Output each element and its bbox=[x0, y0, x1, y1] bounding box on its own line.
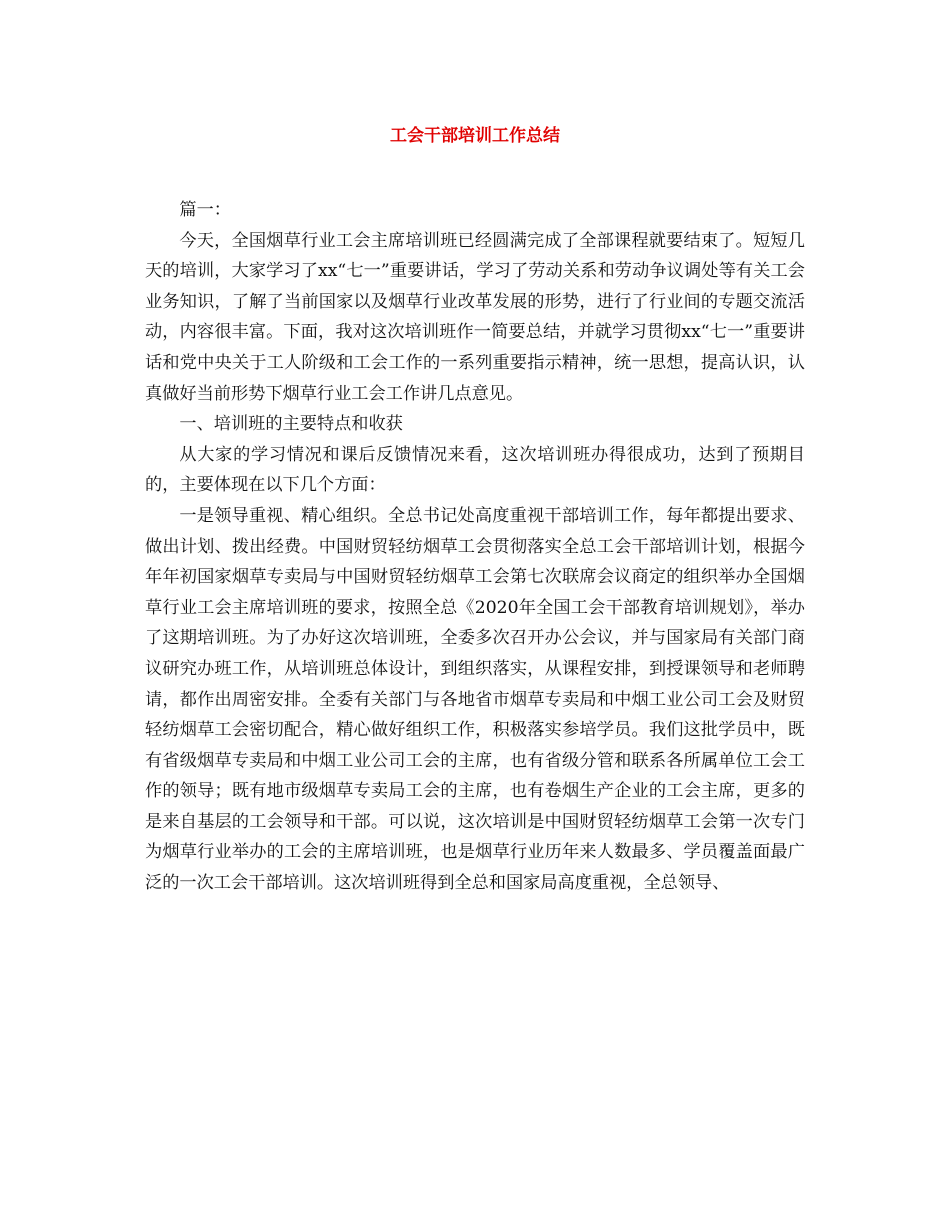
document-title: 工会干部培训工作总结 bbox=[390, 126, 560, 146]
paragraph: 篇一： bbox=[179, 200, 231, 220]
section-heading: 一、培训班的主要特点和收获 bbox=[179, 414, 403, 435]
document-body bbox=[145, 195, 805, 899]
paragraph: 一是领导重视、精心组织。全总书记处高度重视干部培训工作，每年都提出要求、做出计划、拨出经费。中国财贸轻纺烟草工会贯彻落实全总工会干部培训计划，根据今年年初国家烟草专卖局与中国财贸轻纺烟草工会第七次联席会议商定的组织举办全国烟草行业工会主席培训班的要求，按照全总《2020年全国工会干部教育培训规划》，举办了这期培训班。为了办好这次培训班，全委多次召开办公会议，并与国家局有关部门商议研究办班工作，从培训班总体设计，到组织落实，从课程安排，到授课领导和老师聘请，都作出周密安排。全委有关部门与各地省市烟草专卖局和中烟工业公司工会及财贸轻纺烟草工会密切配合，精心做好组织工作，积极落实参培学员。我们这批学员中，既有省级烟草专卖局和中烟工业公司工会的主席，也有省级分管和联系各所属单位工会工作的领导；既有地市级烟草专卖局工会的主席，也有卷烟生产企业的工会主席，更多的是来自基层的工会领导和干部。可以说，这次培训是中国财贸轻纺烟草工会第一次专门为烟草行业举办的工会的主席培训班，也是烟草行业历年来人数最多、学员覆盖面最广泛的一次工会干部培训。这次培训班得到全总和国家局高度重视，全总领导、 bbox=[145, 505, 805, 894]
paragraph: 从大家的学习情况和课后反馈情况来看，这次培训班办得很成功，达到了预期目的，主要体现在以下几个方面： bbox=[145, 444, 805, 496]
paragraph: 今天，全国烟草行业工会主席培训班已经圆满完成了全部课程就要结束了。短短几天的培训，大家学习了xx“七一”重要讲话，学习了劳动关系和劳动争议调处等有关工会业务知识，了解了当前国家以及烟草行业改革发展的形势，进行了行业间的专题交流活动，内容很丰富。下面，我对这次培训班作一简要总结，并就学习贯彻xx“七一”重要讲话和党中央关于工人阶级和工会工作的一系列重要指示精神，统一思想，提高认识，认真做好当前形势下烟草行业工会工作讲几点意见。 bbox=[145, 230, 805, 404]
